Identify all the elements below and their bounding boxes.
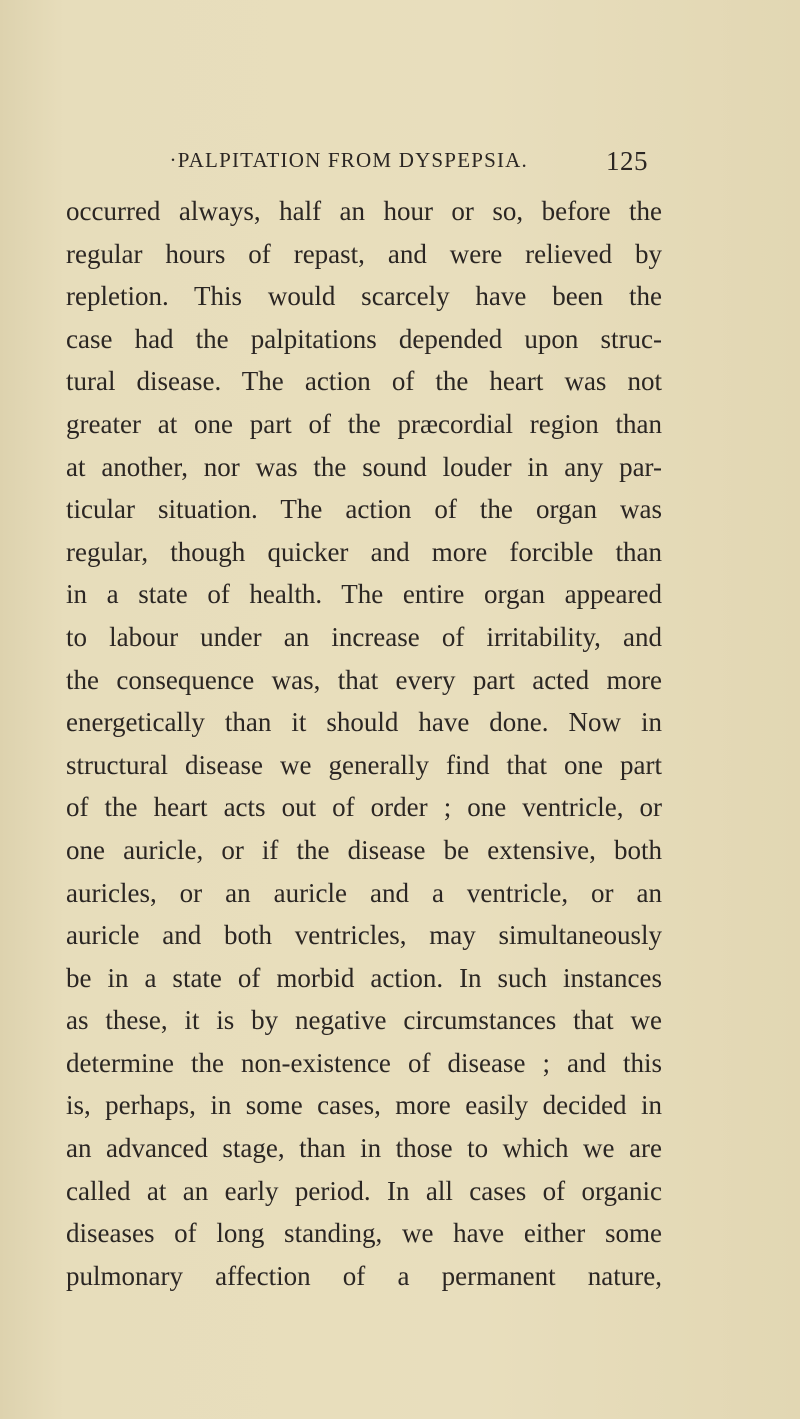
text-line: occurred always, half an hour or so, before the [66, 196, 662, 226]
text-line: case had the palpitations depended upon struc- [66, 323, 662, 354]
body-text [66, 190, 662, 1297]
text-line: at another, nor was the sound louder in any par- [66, 451, 662, 482]
text-line: regular hours of repast, and were relieved by [66, 238, 662, 269]
text-line: regular, though quicker and more forcible than [66, 536, 662, 567]
text-line: the consequence was, that every part acted more [66, 664, 662, 695]
text-line: pulmonary affection of a permanent nature, [66, 1260, 662, 1291]
text-line: be in a state of morbid action. In such instances [66, 962, 662, 993]
text-line: to labour under an increase of irritability, and [66, 621, 662, 652]
text-line: called at an early period. In all cases of organic [66, 1175, 662, 1206]
page-header [60, 146, 648, 186]
text-line: in a state of health. The entire organ appeared [66, 579, 662, 610]
text-line: structural disease we generally find that one part [66, 749, 662, 780]
text-line: auricles, or an auricle and a ventricle, or an [66, 877, 662, 908]
text-line: determine the non-existence of disease ; and this [66, 1047, 662, 1078]
text-line: repletion. This would scarcely have been the [66, 281, 662, 312]
text-line: tural disease. The action of the heart was not [66, 366, 662, 397]
page-number: 125 [606, 146, 648, 176]
text-line: is, perhaps, in some cases, more easily decided in [66, 1090, 662, 1121]
text-line: auricle and both ventricles, may simultaneously [66, 920, 662, 951]
text-line: greater at one part of the præcordial region than [66, 408, 662, 439]
text-line: energetically than it should have done. Now in [66, 707, 662, 738]
text-line: of the heart acts out of order ; one ventricle, or [66, 792, 662, 823]
text-line: ticular situation. The action of the organ was [66, 494, 662, 525]
text-line: diseases of long standing, we have either some [66, 1218, 662, 1249]
running-head: ·PALPITATION FROM DYSPEPSIA. [169, 148, 528, 172]
text-line: as these, it is by negative circumstances that we [66, 1005, 662, 1036]
text-line: an advanced stage, than in those to which we are [66, 1133, 662, 1164]
text-line: one auricle, or if the disease be extensive, both [66, 834, 662, 865]
